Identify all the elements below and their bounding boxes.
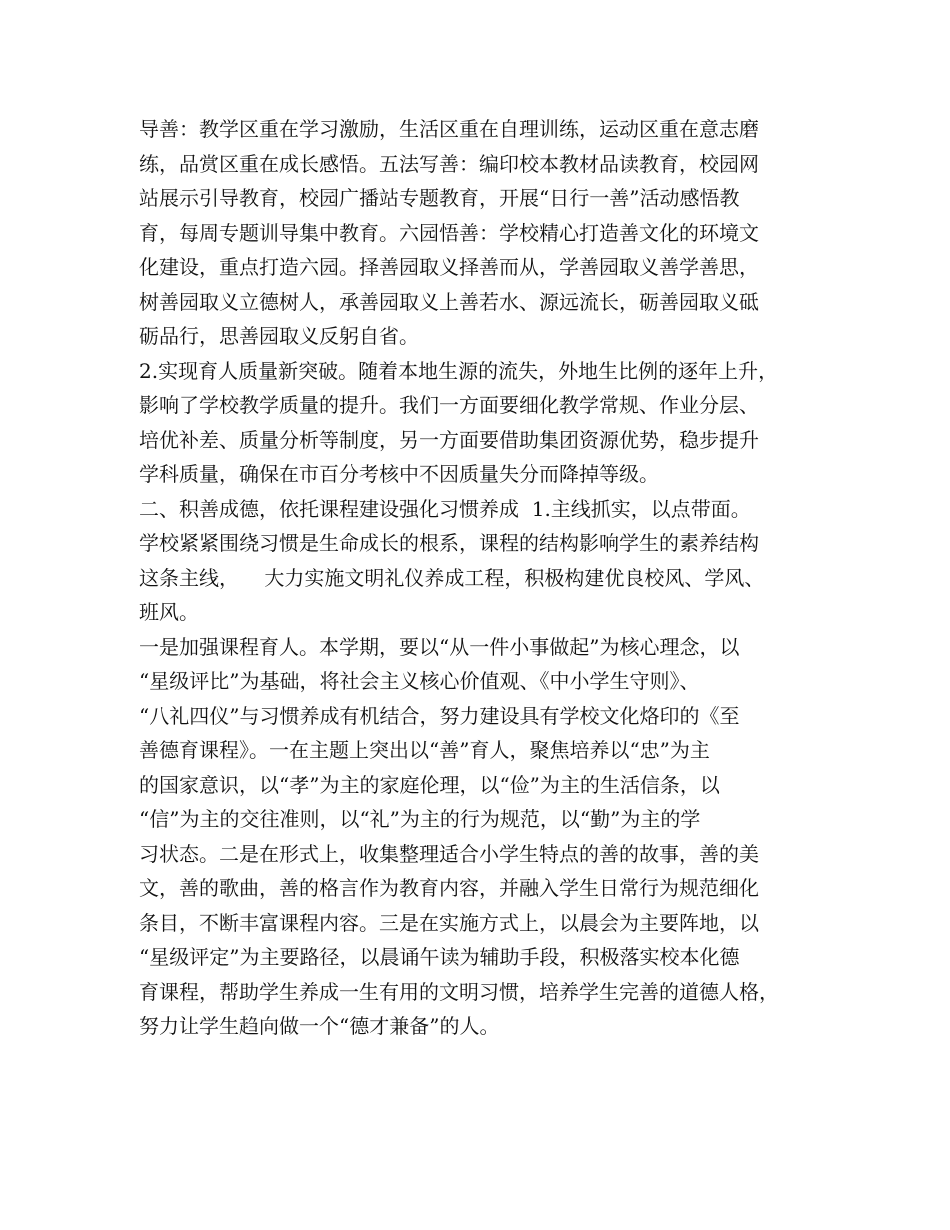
text-line: 文，善的歌曲，善的格言作为教育内容，并融入学生日常行为规范细化 <box>139 876 759 900</box>
text-line: 影响了学校教学质量的提升。我们一方面要细化教学常规、作业分层、 <box>139 393 759 417</box>
document-body <box>139 112 829 1044</box>
text-line: 学校紧紧围绕习惯是生命成长的根系，课程的结构影响学生的素养结构 <box>139 531 759 555</box>
text-line: 树善园取义立德树人，承善园取义上善若水、源远流长，砺善园取义砥 <box>139 289 759 314</box>
text-line: 的国家意识，以“孝”为主的家庭伦理，以“俭”为主的生活信条，以 <box>139 772 720 797</box>
text-line: 班风。 <box>139 600 199 624</box>
text-line: 站展示引导教育，校园广播站专题教育，开展“日行一善”活动感悟教 <box>139 186 740 210</box>
text-line: 育课程，帮助学生养成一生有用的文明习惯，培养学生完善的道德人格， <box>139 979 779 1004</box>
text-line: 化建设，重点打造六园。择善园取义择善而从，学善园取义善学善思， <box>139 255 759 279</box>
text-line: 善德育课程》。一在主题上突出以“善”育人，聚焦培养以“忠”为主 <box>139 738 710 762</box>
text-line: “八礼四仪”与习惯养成有机结合，努力建设具有学校文化烙印的《至 <box>139 703 740 728</box>
text-line: 学科质量，确保在市百分考核中不因质量失分而降掉等级。 <box>139 462 659 486</box>
text-line: 这条主线， 大力实施文明礼仪养成工程，积极构建优良校风、学风、 <box>139 565 765 590</box>
text-line: 导善：教学区重在学习激励，生活区重在自理训练，运动区重在意志磨 <box>139 117 759 141</box>
text-line: 努力让学生趋向做一个“德才兼备”的人。 <box>139 1014 500 1038</box>
text-line: 2.实现育人质量新突破。随着本地生源的流失，外地生比例的逐年上升， <box>139 358 779 383</box>
text-line: 条目，不断丰富课程内容。三是在实施方式上，以晨会为主要阵地，以 <box>139 910 759 935</box>
text-line: 习状态。二是在形式上，收集整理适合小学生特点的善的故事，善的美 <box>139 841 759 866</box>
text-line: 练，品赏区重在成长感悟。五法写善：编印校本教材品读教育，校园网 <box>139 151 759 176</box>
text-line: 二、积善成德，依托课程建设强化习惯养成 1.主线抓实，以点带面。 <box>139 496 751 521</box>
text-line: “星级评比”为基础，将社会主义核心价值观、《中小学生守则》、 <box>139 669 700 693</box>
text-line: “星级评定”为主要路径，以晨诵午读为辅助手段，积极落实校本化德 <box>139 945 740 969</box>
text-line: “信”为主的交往准则，以“礼”为主的行为规范，以“勤”为主的学 <box>139 807 701 831</box>
text-line: 砺品行，思善园取义反躬自省。 <box>139 324 419 348</box>
text-line: 一是加强课程育人。本学期，要以“从一件小事做起”为核心理念，以 <box>139 634 740 659</box>
text-line: 培优补差、质量分析等制度，另一方面要借助集团资源优势，稳步提升 <box>139 427 759 452</box>
text-line: 育，每周专题训导集中教育。六园悟善：学校精心打造善文化的环境文 <box>139 220 759 245</box>
